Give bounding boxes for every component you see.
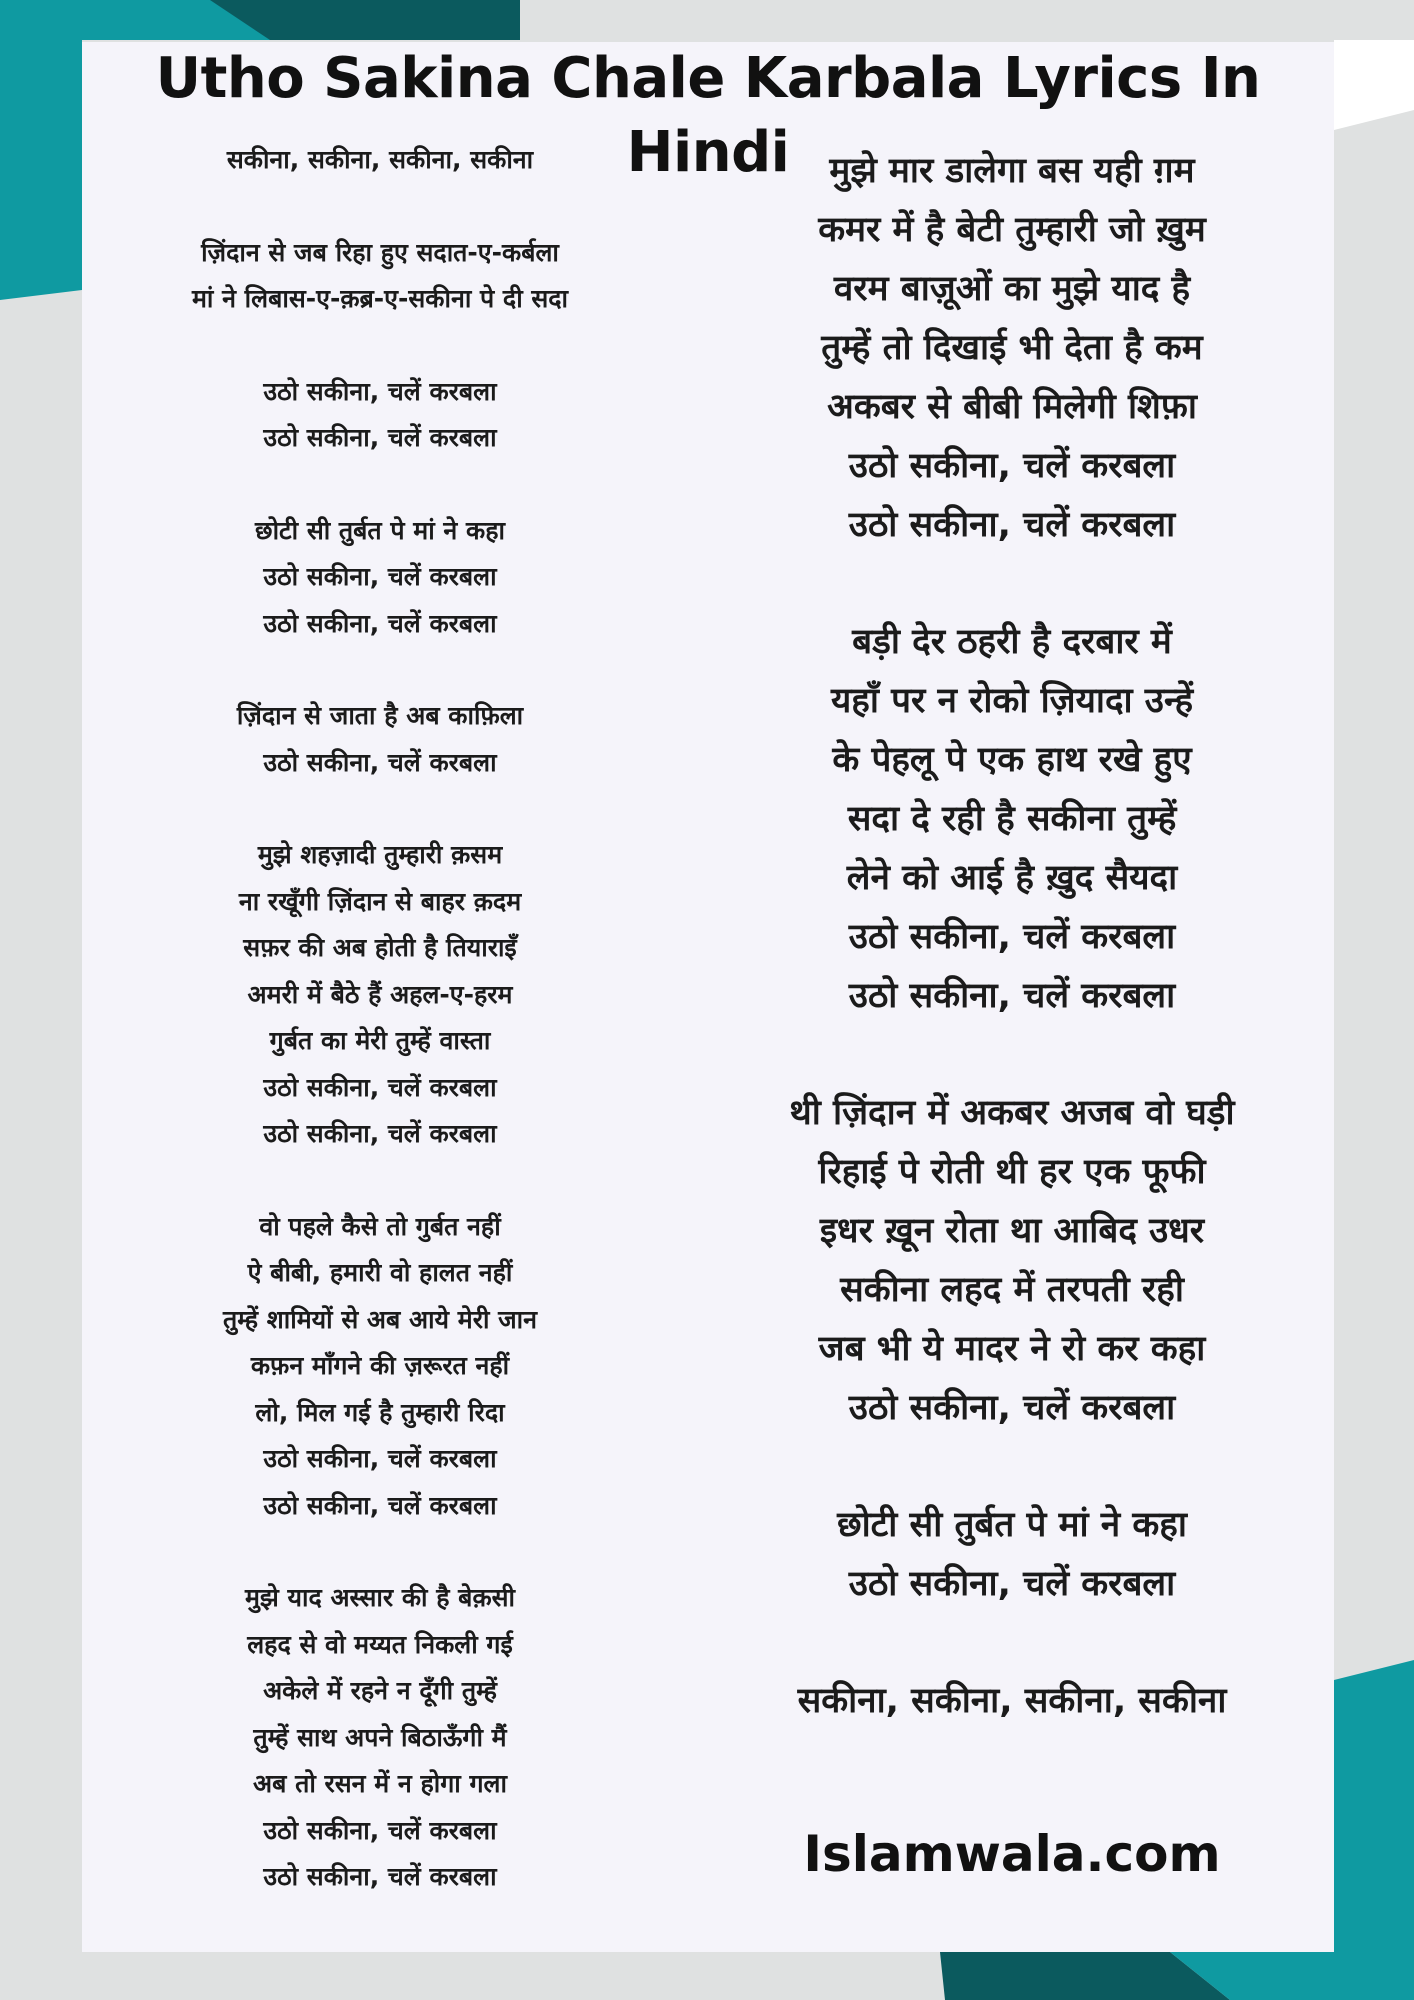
lyric-line: मुझे शहज़ादी तुम्हारी क़सम bbox=[257, 840, 503, 869]
lyric-line: ज़िंदान से जब रिहा हुए सदात-ए-कर्बला bbox=[201, 237, 559, 267]
lyric-line: उठो सकीना, चलें करबला bbox=[848, 917, 1176, 957]
lyric-line: ना रखूँगी ज़िंदान से बाहर क़दम bbox=[238, 886, 522, 916]
lyrics-stanza bbox=[692, 142, 1332, 555]
lyric-line: तुम्हें साथ अपने बिठाऊँगी मैं bbox=[253, 1722, 507, 1752]
lyric-line: रिहाई पे रोती थी हर एक फूफी bbox=[818, 1152, 1206, 1192]
lyric-line: उठो सकीना, चलें करबला bbox=[263, 1490, 497, 1520]
lyric-line: कमर में है बेटी तुम्हारी जो ख़ुम bbox=[818, 210, 1206, 250]
lyric-line: छोटी सी तुर्बत पे मां ने कहा bbox=[255, 515, 505, 545]
lyric-line: उठो सकीना, चलें करबला bbox=[263, 1444, 497, 1473]
lyrics-stanza bbox=[100, 508, 660, 648]
lyrics-stanza bbox=[100, 693, 660, 786]
lyric-line: उठो सकीना, चलें करबला bbox=[263, 376, 497, 406]
lyrics-stanza bbox=[692, 613, 1332, 1026]
lyric-line: अकेले में रहने न दूँगी तुम्हें bbox=[263, 1676, 497, 1705]
lyric-line: इधर ख़ून रोता था आबिद उधर bbox=[819, 1211, 1205, 1251]
lyrics-right-column bbox=[692, 142, 1332, 1789]
lyric-line: सकीना, सकीना, सकीना, सकीना bbox=[226, 145, 534, 174]
lyric-line: वो पहले कैसे तो गुर्बत नहीं bbox=[259, 1211, 501, 1241]
lyric-line: तुम्हें शामियों से अब आये मेरी जान bbox=[222, 1304, 538, 1334]
lyrics-stanza bbox=[100, 832, 660, 1158]
lyric-line: अमरी में बैठे हैं अहल-ए-हरम bbox=[247, 979, 513, 1009]
lyric-line: वरम बाज़ूओं का मुझे याद है bbox=[833, 269, 1191, 309]
lyrics-stanza bbox=[100, 137, 660, 184]
lyric-line: अब तो रसन में न होगा गला bbox=[253, 1769, 507, 1798]
lyric-line: कफ़न माँगने की ज़रूरत नहीं bbox=[250, 1351, 510, 1380]
lyric-line: उठो सकीना, चलें करबला bbox=[263, 562, 497, 591]
lyrics-stanza bbox=[100, 369, 660, 462]
lyrics-stanza bbox=[692, 1496, 1332, 1614]
lyric-line: सकीना, सकीना, सकीना, सकीना bbox=[797, 1681, 1227, 1721]
lyric-line: सदा दे रही है सकीना तुम्हें bbox=[847, 799, 1177, 839]
lyrics-stanza bbox=[692, 1672, 1332, 1731]
lyrics-card bbox=[82, 42, 1334, 1952]
lyric-line: यहाँ पर न रोको ज़ियादा उन्हें bbox=[830, 681, 1194, 721]
lyric-line: उठो सकीना, चलें करबला bbox=[848, 1564, 1176, 1604]
lyric-line: ऐ बीबी, हमारी वो हालत नहीं bbox=[247, 1258, 513, 1287]
lyric-line: उठो सकीना, चलें करबला bbox=[263, 1815, 497, 1845]
lyrics-left-column bbox=[100, 137, 660, 1947]
lyrics-stanza bbox=[100, 1204, 660, 1530]
lyric-line: उठो सकीना, चलें करबला bbox=[263, 608, 497, 638]
page-title: Utho Sakina Chale Karbala Lyrics In Hindi bbox=[155, 46, 1261, 185]
lyric-line: जब भी ये मादर ने रो कर कहा bbox=[818, 1329, 1206, 1369]
website-name: Islamwala.com bbox=[803, 1825, 1221, 1883]
lyric-line: के पेहलू पे एक हाथ रखे हुए bbox=[832, 740, 1192, 780]
top-right-white-shape bbox=[1334, 40, 1414, 130]
lyric-line: छोटी सी तुर्बत पे मां ने कहा bbox=[837, 1505, 1187, 1545]
lyric-line: सफ़र की अब होती है तियाराइँ bbox=[243, 933, 517, 962]
lyric-line: थी ज़िंदान में अकबर अजब वो घड़ी bbox=[789, 1093, 1235, 1133]
lyric-line: उठो सकीना, चलें करबला bbox=[263, 747, 497, 777]
lyric-line: लहद से वो मय्यत निकली गई bbox=[247, 1629, 513, 1659]
lyrics-stanza bbox=[100, 1575, 660, 1901]
lyric-line: उठो सकीना, चलें करबला bbox=[263, 1119, 497, 1148]
lyric-line: उठो सकीना, चलें करबला bbox=[848, 976, 1176, 1016]
lyrics-stanza bbox=[692, 1084, 1332, 1438]
lyric-line: उठो सकीना, चलें करबला bbox=[848, 1388, 1176, 1428]
lyric-line: गुर्बत का मेरी तुम्हें वास्ता bbox=[269, 1026, 491, 1055]
lyric-line: बड़ी देर ठहरी है दरबार में bbox=[852, 622, 1172, 662]
lyric-line: उठो सकीना, चलें करबला bbox=[263, 423, 497, 452]
lyric-line: सकीना लहद में तरपती रही bbox=[840, 1270, 1184, 1310]
lyric-line: तुम्हें तो दिखाई भी देता है कम bbox=[821, 328, 1203, 368]
lyric-line: लेने को आई है ख़ुद सैयदा bbox=[846, 858, 1178, 898]
lyric-line: अकबर से बीबी मिलेगी शिफ़ा bbox=[827, 387, 1197, 427]
lyric-line: ज़िंदान से जाता है अब काफ़िला bbox=[236, 701, 524, 730]
lyric-line: लो, मिल गई है तुम्हारी रिदा bbox=[255, 1397, 505, 1427]
lyric-line: मुझे याद अस्सार की है बेक़सी bbox=[244, 1583, 516, 1612]
lyrics-stanza bbox=[100, 230, 660, 323]
lyric-line: उठो सकीना, चलें करबला bbox=[848, 446, 1176, 486]
lyric-line: उठो सकीना, चलें करबला bbox=[263, 1862, 497, 1891]
lyric-line: मां ने लिबास-ए-क़ब्र-ए-सकीना पे दी सदा bbox=[191, 284, 569, 313]
lyric-line: मुझे मार डालेगा बस यही ग़म bbox=[829, 151, 1195, 191]
lyric-line: उठो सकीना, चलें करबला bbox=[848, 505, 1176, 545]
lyric-line: उठो सकीना, चलें करबला bbox=[263, 1072, 497, 1102]
bottom-right-teal-shape bbox=[1334, 1660, 1414, 2000]
